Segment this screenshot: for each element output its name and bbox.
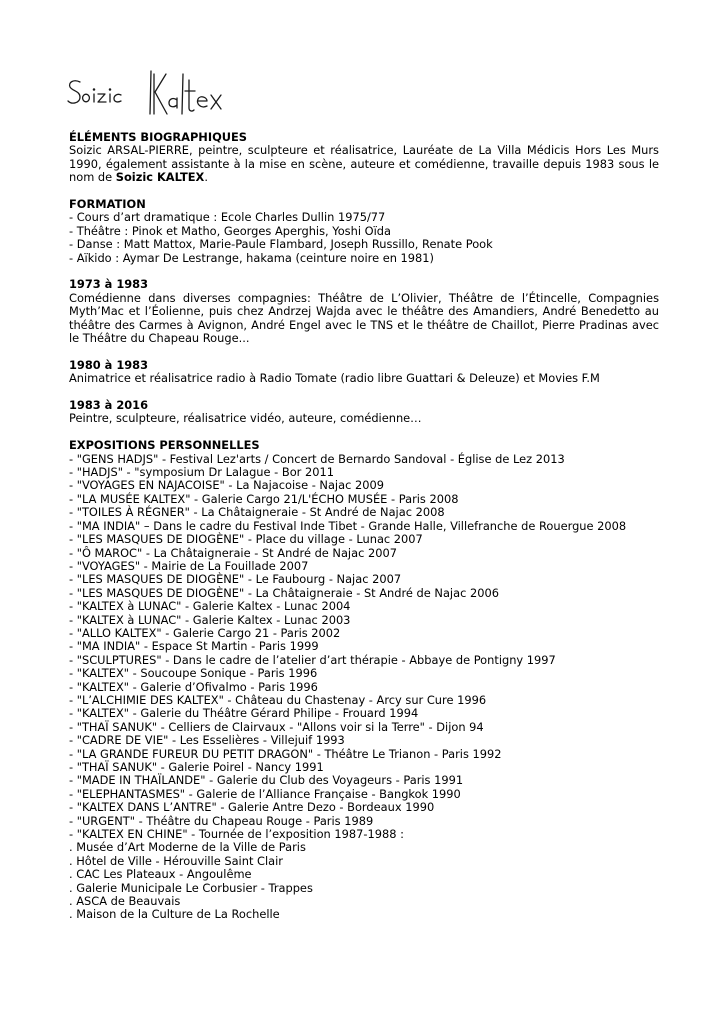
exposition-item: - "KALTEX EN CHINE" - Tournée de l’exposition 1987-1988 :	[69, 827, 404, 842]
exposition-item: - "VOYAGES EN NAJACOISE" - La Najacoise - Najac 2009	[69, 478, 384, 493]
exposition-venue: . CAC Les Plateaux - Angoulême	[69, 867, 252, 882]
biography-end: .	[204, 170, 208, 185]
period-text: Peintre, sculpteure, réalisatrice vidéo, auteure, comédienne…	[69, 411, 422, 426]
exposition-item: - "KALTEX" - Soucoupe Sonique - Paris 1996	[69, 666, 318, 681]
section-expositions	[69, 439, 659, 922]
exposition-item: - "KALTEX à LUNAC" - Galerie Kaltex - Lunac 2004	[69, 599, 351, 614]
exposition-item: - "TOILES À RÉGNER" - La Châtaigneraie - St André de Najac 2008	[69, 505, 445, 520]
exposition-item: - "Ô MAROC" - La Châtaigneraie - St André de Najac 2007	[69, 545, 397, 560]
exposition-item: - "LA GRANDE FUREUR DU PETIT DRAGON" - Théâtre Le Trianon - Paris 1992	[69, 746, 502, 761]
exposition-item: - "GENS HADJS" - Festival Lez'arts / Concert de Bernardo Sandoval - Église de Lez 2013	[69, 451, 565, 466]
exposition-item: - "KALTEX" - Galerie du Théâtre Gérard Philipe - Frouard 1994	[69, 706, 419, 721]
biography-body: Soizic ARSAL-PIERRE, peintre, sculpteure et réalisatrice, Lauréate de La Villa Médicis Hors Les Murs 1990, également assistante à la mise en scène, auteure et comédienne, travaille depuis 1983 sous le nom de	[69, 143, 659, 185]
biography-content	[69, 131, 659, 922]
exposition-item: - "MADE IN THAÏLANDE" - Galerie du Club des Voyageurs - Paris 1991	[69, 773, 464, 788]
kaltex-logo	[66, 68, 228, 118]
exposition-venue: . Maison de la Culture de La Rochelle	[69, 907, 280, 922]
expositions-heading: EXPOSITIONS PERSONNELLES	[69, 438, 260, 453]
period-heading: 1973 à 1983	[69, 277, 149, 292]
period-heading: 1983 à 2016	[69, 398, 149, 413]
exposition-item: - "KALTEX" - Galerie d’Ofivalmo - Paris 1996	[69, 679, 318, 694]
formation-list	[69, 211, 659, 265]
exposition-item: - "ELEPHANTASMES" - Galerie de l’Alliance Française - Bangkok 1990	[69, 786, 461, 801]
formation-item: - Cours d’art dramatique : Ecole Charles Dullin 1975/77	[69, 210, 386, 225]
artist-name: Soizic KALTEX	[115, 170, 205, 185]
section-1973-1983	[69, 278, 659, 345]
exposition-item: - "KALTEX DANS L’ANTRE" - Galerie Antre Dezo - Bordeaux 1990	[69, 800, 435, 815]
period-heading: 1980 à 1983	[69, 357, 149, 372]
exposition-item: - "LES MASQUES DE DIOGÈNE" - Le Faubourg - Najac 2007	[69, 572, 402, 587]
exposition-item: - "SCULPTURES" - Dans le cadre de l’atelier d’art thérapie - Abbaye de Pontigny 1997	[69, 652, 556, 667]
section-1983-2016	[69, 399, 659, 426]
formation-item: - Théâtre : Pinok et Matho, Georges Aperghis, Yoshi Oïda	[69, 223, 391, 238]
exposition-venue: . Hôtel de Ville - Hérouville Saint Clair	[69, 853, 283, 868]
exposition-item: - "HADJS" - "symposium Dr Lalague - Bor 2011	[69, 465, 334, 480]
exposition-venue: . Galerie Municipale Le Corbusier - Trappes	[69, 880, 313, 895]
period-text: Animatrice et réalisatrice radio à Radio Tomate (radio libre Guattari & Deleuze) et Movies F.M	[69, 371, 600, 386]
exposition-item: - "THAÏ SANUK" - Celliers de Clairvaux - "Allons voir si la Terre" - Dijon 94	[69, 719, 484, 734]
exposition-item: - "L’ALCHIMIE DES KALTEX" - Château du Chastenay - Arcy sur Cure 1996	[69, 692, 487, 707]
biography-heading: ÉLÉMENTS BIOGRAPHIQUES	[69, 130, 247, 144]
exposition-item: - "THAÏ SANUK" - Galerie Poirel - Nancy 1991	[69, 760, 324, 775]
exposition-venue: . ASCA de Beauvais	[69, 894, 181, 909]
biography-text	[69, 144, 659, 184]
exposition-item: - "LA MUSÉE KALTEX" - Galerie Cargo 21/L'ÉCHO MUSÉE - Paris 2008	[69, 491, 459, 506]
exposition-item: - "KALTEX à LUNAC" - Galerie Kaltex - Lunac 2003	[69, 612, 351, 627]
section-biography	[69, 131, 659, 185]
exposition-item: - "MA INDIA" – Dans le cadre du Festival Inde Tibet - Grande Halle, Villefranche de Rouergue 2008	[69, 518, 627, 533]
formation-item: - Danse : Matt Mattox, Marie-Paule Flambard, Joseph Russillo, Renate Pook	[69, 237, 493, 252]
period-text: Comédienne dans diverses compagnies: Théâtre de L’Olivier, Théâtre de l’Étincelle, Compagnies Myth’Mac et l’Éolienne, puis chez Andrzej Wajda avec le théâtre des Amandiers, André Benedetto au théâtre des Carmes à Avignon, André Engel avec le TNS et le théâtre de Chaillot, Pierre Pradinas avec le Théâtre du Chapeau Rouge...	[69, 290, 659, 346]
exposition-item: - "MA INDIA" - Espace St Martin - Paris 1999	[69, 639, 319, 654]
exposition-venue: . Musée d’Art Moderne de la Ville de Paris	[69, 840, 306, 855]
exposition-item: - "VOYAGES" - Mairie de La Fouillade 2007	[69, 558, 309, 573]
exposition-item: - "URGENT" - Théâtre du Chapeau Rouge - Paris 1989	[69, 813, 374, 828]
expositions-list	[69, 453, 659, 922]
exposition-item: - "CADRE DE VIE" - Les Esselières - Villejuif 1993	[69, 733, 345, 748]
section-1980-1983	[69, 359, 659, 386]
exposition-item: - "ALLO KALTEX" - Galerie Cargo 21 - Paris 2002	[69, 625, 341, 640]
exposition-item: - "LES MASQUES DE DIOGÈNE" - Place du village - Lunac 2007	[69, 532, 423, 547]
formation-heading: FORMATION	[69, 197, 146, 212]
section-formation	[69, 198, 659, 265]
exposition-item: - "LES MASQUES DE DIOGÈNE" - La Châtaigneraie - St André de Najac 2006	[69, 585, 499, 600]
formation-item: - Aïkido : Aymar De Lestrange, hakama (ceinture noire en 1981)	[69, 250, 434, 265]
